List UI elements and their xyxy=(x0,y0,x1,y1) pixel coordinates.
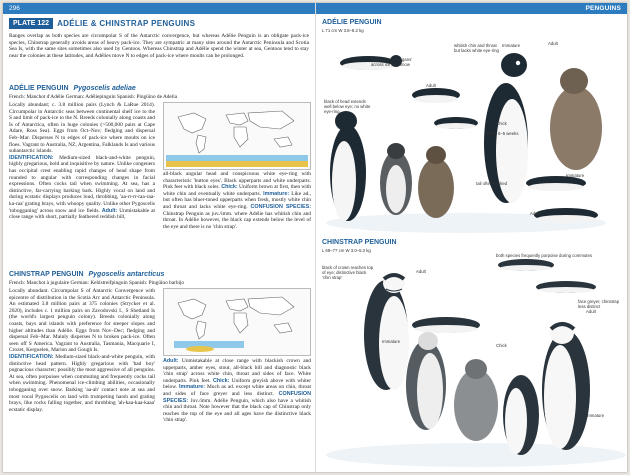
chinstrap-adult-center-illustration xyxy=(503,375,539,455)
chinstrap-id-label: IDENTIFICATION: xyxy=(9,353,54,360)
label-porpoise: both species frequently porpoise during commutes xyxy=(496,253,593,258)
adelie-id-text: Medium-sized black-and-white penguin, highly gregarious, bold and inquisitive by nature. Unlike congeners has occipital crest enabling rapid changes of head shape from rounded to angular with corresponding changes in facial expressions. Often cocks tail when swimming. At sea, has a distinctive, far-carrying barking bark. Highly vocal on land and during ecstatic displays produces loud, throbbing, 'aa-rr-rr-raa-raa-ka-raa' grating brays, with whoopy quality. Unlike other Pygoscelis 'tobogganing' across snow and ice fields. xyxy=(9,154,155,214)
chinstrap-immature-illustration xyxy=(406,332,446,430)
intro-paragraph: Ranges overlap as both species are circumpolar S of the Antarctic convergence, but whereas Adélie Penguin is an obligate pack-ice species, Chinstrap generally avoids areas of heavy pack-ice. They are sympatric at many sites around the Antarctic Peninsula and Scotia Sea Is, with the same sites sometimes also used by Gentoos. Whereas Chinstrap and Adélie spend the winter at sea, Gentoos tend to stay near the colonies at these latitudes, and Adélies move N to edges of pack-ice where moults can be prolonged. xyxy=(9,33,309,59)
chinstrap-col2 xyxy=(163,358,311,468)
chinstrap-adult-right-illustration xyxy=(542,322,590,450)
label-black-crown: black of crown reaches top of eye; distinctive black 'chin strap' xyxy=(322,265,374,280)
adelie-plate-size: L 71 cm W 3.8–8.2 kg xyxy=(322,28,364,33)
chinstrap-swimming-illustration xyxy=(498,259,596,293)
chinstrap-conf-text: Juv./imm. Adélie Penguin, which also have a whitish chin and throat. Note however that the black cap of Chinstrap only reaches the top of the eye and all ages have the distinctive black 'chin strap'. xyxy=(163,397,311,424)
running-head-left xyxy=(3,3,315,14)
adelie-latin: Pygoscelis adeliae xyxy=(73,85,136,92)
adelie-col2 xyxy=(163,171,311,267)
chinstrap-adult-left-illustration xyxy=(364,273,409,390)
chinstrap-names: French: Manchot à jugulaire German: Kehlstreifpinguin Spanish: Pingüino barbijo xyxy=(9,280,185,286)
chinstrap-lying-illustration xyxy=(412,317,480,333)
book-spread xyxy=(3,3,627,472)
adelie-text2: all-black angular head and conspicuous white eye-ring with characteristic 'button eyes'. Black upperparts and white underparts. Pink feet with black soles. xyxy=(163,171,311,191)
label-chin-immature-1: Immature xyxy=(382,339,401,344)
label-face-greyer: face greyer, chinstrap less distinct xyxy=(578,299,620,309)
chinstrap-col1 xyxy=(9,288,155,466)
adelie-swimming-illustration xyxy=(412,88,478,129)
chinstrap-chick-illustration xyxy=(454,359,498,441)
chinstrap-conf-label: CONFUSION SPECIES: xyxy=(163,390,311,404)
chinstrap-status-text: Locally abundant. Circumpolar S of Antarctic Convergence with epicentre of distribution in the Scotia Arc and Antarctic Peninsula. An estimated 3.8 million pairs at 375 colonies (Strycker et al. 2020), includes c. 1 million pairs on Zavodovski I., S Shetland Is (the world's largest penguin colony). Breeds colonially along coasts, bays and islands with preference for steeper slopes and higher altitudes than Adélie. Eggs from Nov–Dec; fledging and dispersal Feb–Mar. Mainly disperses N to broken pack-ice. Often seen off S America. Vagrant to Australia, Tasmania, Macquarie I, Crozet, Kerguelen, Marion and Gough Is. xyxy=(9,288,155,354)
adelie-names: French: Manchot d'Adélie German: Adéliepinguin Spanish: Pingüino de Adelia xyxy=(9,94,178,100)
adelie-col1 xyxy=(9,102,155,260)
adelie-heading xyxy=(9,85,309,92)
adelie-heading-name: ADÉLIE PENGUIN xyxy=(9,85,69,92)
chinstrap-chick-text: Uniform greyish above with whiter below. xyxy=(163,377,311,391)
plate-heading xyxy=(9,17,195,29)
adelie-chick-illustration xyxy=(550,68,602,170)
left-page xyxy=(3,3,316,472)
label-tail-cocked: tail often cocked xyxy=(476,181,508,186)
adelie-imm-label: Immature: xyxy=(263,190,290,197)
page-number: 296 xyxy=(9,5,20,12)
adelie-conf-text: Chinstrap Penguin as juv./imm. where Adélie has whitish chin and throat. In Adélie however, the black cap extends below the level of the eye and there is no 'chin strap'. xyxy=(163,210,311,230)
adelie-id-label: IDENTIFICATION: xyxy=(9,154,54,161)
adelie-chick-2-illustration xyxy=(418,146,454,218)
plate-title: ADÉLIE & CHINSTRAP PENGUINS xyxy=(57,18,196,28)
chinstrap-latin: Pygoscelis antarcticus xyxy=(88,271,165,278)
chinstrap-adult-label: Adult: xyxy=(163,358,179,364)
world-map-icon xyxy=(164,289,310,355)
adelie-immature-illustration xyxy=(380,143,412,215)
adelie-plate-heading: ADÉLIE PENGUIN xyxy=(322,19,382,26)
adelie-illustrations xyxy=(316,33,627,238)
chinstrap-heading-name: CHINSTRAP PENGUIN xyxy=(9,271,84,278)
section-title: PENGUINS xyxy=(585,5,621,12)
chinstrap-imm-text: Much as ad. except white areas on chin, throat and sides of face greyer and less distinct. xyxy=(163,384,311,397)
label-adult-1: Adult xyxy=(548,41,558,46)
chinstrap-plate-heading: CHINSTRAP PENGUIN xyxy=(322,239,397,246)
adelie-adult-label: Adult: xyxy=(101,207,118,214)
adelie-adult-text: Unmistakable at close range with short, partially feathered reddish bill, xyxy=(9,207,155,221)
label-black-head: black of head extends well below eye; no white eye-ring xyxy=(324,99,371,114)
chinstrap-illustrations xyxy=(316,255,627,469)
label-adult-3: Adult xyxy=(530,211,540,216)
adelie-chick-label: Chick: xyxy=(221,184,238,191)
plate-tag: PLATE 122 xyxy=(9,18,53,29)
label-immature-1: Immature xyxy=(502,43,521,48)
chinstrap-heading xyxy=(9,271,309,278)
chinstrap-range-map xyxy=(163,288,311,356)
adelie-range-map xyxy=(163,102,311,170)
right-page xyxy=(316,3,627,472)
label-chin-immature-2: Immature xyxy=(586,413,605,418)
world-map-icon xyxy=(164,103,310,169)
label-immature-2: Immature xyxy=(566,173,585,178)
adelie-imm-text: Like ad., but often has bluer-toned upperparts when fresh, mostly white chin and throat and lacks white eye-ring. xyxy=(163,190,311,210)
chinstrap-plate-size: L 68–77 cm W 3.0–5.3 kg xyxy=(322,248,371,253)
label-chin-adult-2: Adult xyxy=(586,309,596,314)
label-whitish-chin: whitish chin and throat but lacks white eye-ring xyxy=(454,43,499,53)
label-chick-1: Chick xyxy=(496,121,507,126)
chinstrap-imm-label: Immature: xyxy=(179,384,206,391)
adelie-chick-text: Uniform brown at first, then with white chin and eventually white underparts. xyxy=(163,184,311,197)
running-head-right xyxy=(316,3,627,14)
label-toboggans: habitually 'toboggans' across ice and snow xyxy=(371,57,413,67)
label-chin-adult-1: Adult xyxy=(416,269,426,274)
chinstrap-id-text: Medium-sized black-and-white penguin, with distinctive head pattern. Highly gregarious with 'bad boy' pugnacious character; possibly the most aggressive of all penguins. At sea, often porpoises when commuting and frequently cocks tail when swimming. Phenomenal ice-climbing abilities, occasionally tobogganing over snow. Barking 'aa-ah' contact note at sea and most vocal Pygoscelis on land with trumpeting harsh and grating brays, like rocks falling together, and throbbing 'ah-kaa-kaa-kaaa' ecstatic display. xyxy=(9,353,155,413)
chinstrap-adult-text: Unmistakable at close range with blackish crown and upperparts, amber eyes, stout, all-black bill and diagnostic black 'chin strap' across white chin, throat and sides of face. White underparts. Pink feet. xyxy=(163,358,311,384)
label-chick-weeks: Chick 6–5 weeks xyxy=(486,131,519,136)
adelie-adult-left-illustration xyxy=(330,111,366,221)
label-adult-2: Adult xyxy=(426,83,436,88)
chinstrap-chick-label: Chick: xyxy=(212,377,230,384)
adelie-conf-label: CONFUSION SPECIES: xyxy=(250,203,311,210)
adelie-status-text: Locally abundant; c. 3.8 million pairs (Lynch & LaRue 2014). Circumpolar in Antarctic seas between continental shelf ice to the S and limit of pack-ice to the N. Breeds colonially along coasts and Is of Antarctica, often in huge colonies (>500,000 pairs at Cape Adare, Ross Sea). Eggs from Oct–Nov; fledging and dispersal Feb–Mar. Disperses N to edges of pack-ice where moults on ice floes. Vagrant to Australia, NZ, Argentina, Falklands Is and various subantarctic islands. xyxy=(9,102,155,155)
label-chin-chick: Chick xyxy=(496,343,507,348)
